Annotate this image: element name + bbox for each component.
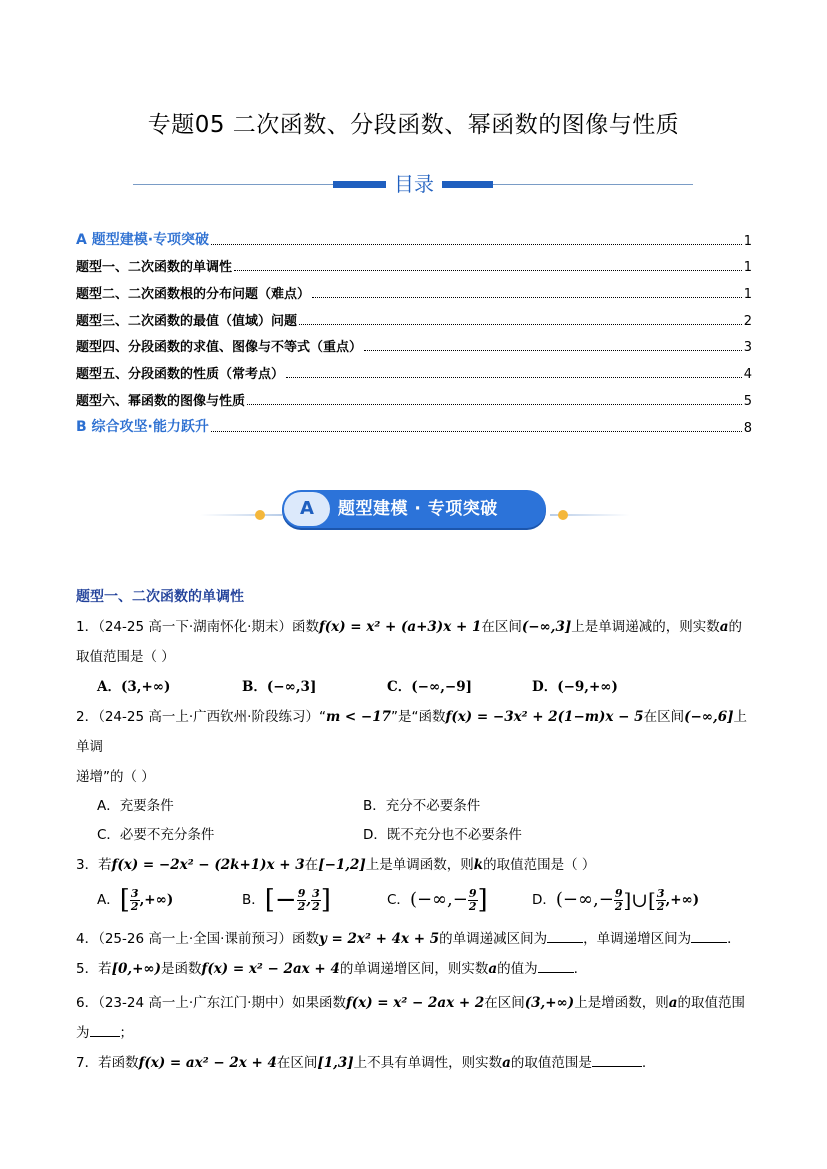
q3-d-num: 9 [614, 886, 623, 900]
q3-option-a[interactable] [97, 885, 242, 915]
toc-page: 1 [743, 260, 752, 276]
q3-d-close: ]∪[ [623, 888, 656, 912]
toc-page: 1 [743, 287, 752, 303]
q3-a-fraction [130, 888, 140, 913]
q3-prefix: 3．若 [76, 857, 112, 873]
q6-line2 [76, 1018, 756, 1048]
q1-option-a[interactable]: A．(3,+∞) [97, 679, 171, 695]
q3-a-open: [ [119, 885, 130, 915]
q5-var: a [488, 961, 498, 977]
q2-options-row1 [76, 792, 756, 821]
q2-mid: ”是“函数 [391, 709, 446, 725]
q7-prefix: 7．若函数 [76, 1055, 139, 1071]
q3-b-open: [− [264, 885, 297, 915]
toc-entry[interactable] [76, 222, 752, 249]
question-2 [76, 702, 756, 762]
toc-leader [234, 270, 742, 271]
q4-mid2: ，单调递增区间为 [583, 931, 692, 947]
toc-entry-text: 题型三、二次函数的最值（值域）问题 [76, 313, 298, 329]
toc-entry[interactable] [76, 329, 752, 356]
q1-option-d[interactable]: D．(−9,+∞) [532, 679, 618, 695]
toc-leader [211, 431, 742, 432]
q7-mid: 在区间 [276, 1055, 318, 1071]
q2-interval: (−∞,6] [684, 709, 734, 725]
q3-d-num2: 3 [656, 886, 665, 900]
toc-leader [211, 244, 742, 245]
toc-bar-right [442, 181, 493, 188]
q1-suffix: 上是单调递减的，则实数 [571, 619, 720, 635]
q4-answer-blank-2[interactable] [691, 928, 727, 943]
q2-mid2: 在区间 [643, 709, 685, 725]
q7-var: a [502, 1055, 511, 1071]
q5-end: . [573, 961, 578, 977]
q6-var: a [668, 995, 678, 1011]
question-7 [76, 1048, 756, 1078]
q3-c-fraction [468, 888, 478, 913]
q6-suffix: 上是增函数，则 [574, 995, 669, 1011]
toc-entry[interactable] [76, 302, 752, 329]
banner-dot-left [255, 510, 265, 520]
q3-c-num: 9 [468, 886, 477, 900]
q2-options-row2 [76, 821, 756, 850]
q5-suffix: 的单调递增区间，则实数 [339, 961, 489, 977]
toc-page: 4 [743, 367, 752, 383]
q3-c-den: 2 [468, 899, 477, 913]
q3-a-den: 2 [130, 899, 139, 913]
q3-option-c[interactable] [387, 885, 532, 915]
q3-d-den: 2 [614, 899, 623, 913]
q3-d-rest: ,+∞) [665, 892, 700, 908]
question-4 [76, 924, 756, 954]
banner-pill [282, 490, 546, 528]
q3-b-label: B． [242, 892, 265, 908]
table-of-contents [76, 222, 752, 436]
q3-b-fraction2 [311, 888, 321, 913]
q5-interval: [0,+∞) [111, 961, 162, 977]
question-5 [76, 954, 756, 984]
q3-option-b[interactable] [242, 885, 387, 915]
question-6 [76, 988, 756, 1018]
toc-page: 5 [743, 393, 752, 409]
q4-formula: y = 2x² + 4x + 5 [318, 931, 440, 947]
q3-c-label: C． [387, 892, 410, 908]
q2-condition: m < −17 [325, 709, 392, 725]
q3-c-open: (−∞,− [409, 889, 468, 910]
q1-var: a [719, 619, 729, 635]
toc-label: 目录 [394, 172, 434, 196]
toc-entry-text: B 综合攻坚·能力跃升 [76, 418, 209, 435]
q3-formula: f(x) = −2x² − (2k+1)x + 3 [111, 857, 305, 873]
q3-d-label: D． [532, 892, 556, 908]
q6-prefix: 6．（23-24 高一上·广东江门·期中）如果函数 [76, 995, 346, 1011]
question-1 [76, 612, 756, 642]
question-body [76, 586, 756, 1078]
question-3 [76, 850, 756, 880]
q6-answer-blank[interactable] [90, 1022, 120, 1037]
toc-entry-text: 题型五、分段函数的性质（常考点） [76, 367, 285, 383]
q2-formula: f(x) = −3x² + 2(1−m)x − 5 [445, 709, 644, 725]
q3-d-fraction [614, 888, 624, 913]
q3-d-fraction2 [656, 888, 666, 913]
section-banner [200, 490, 630, 530]
q6-end: ； [119, 1025, 133, 1041]
toc-leader [299, 324, 742, 325]
section-heading: 题型一、二次函数的单调性 [76, 589, 244, 605]
toc-divider-left [133, 184, 333, 185]
q6-mid: 在区间 [484, 995, 525, 1011]
q1-interval: (−∞,3] [521, 619, 572, 635]
q6-line2-text: 为 [76, 1025, 90, 1041]
q2-option-a[interactable]: A．充要条件 [97, 798, 174, 814]
q3-b-close: ] [320, 885, 331, 915]
q5-mid: 是函数 [161, 961, 202, 977]
q3-options [76, 880, 756, 920]
q3-d-open: (−∞,− [555, 889, 614, 910]
q3-c-close: ] [477, 885, 488, 915]
q3-a-num: 3 [130, 886, 139, 900]
banner-line-left [200, 514, 282, 516]
q2-suffix: 上单调 [76, 709, 748, 755]
banner-dot-right [558, 510, 568, 520]
q3-option-d[interactable] [532, 885, 732, 915]
q3-b-mid: , [306, 892, 312, 908]
q3-a-label: A． [97, 892, 120, 908]
q3-b-num: 9 [297, 886, 306, 900]
toc-leader [247, 404, 742, 405]
banner-text: 题型建模 · 专项突破 [338, 499, 498, 519]
q6-formula: f(x) = x² − 2ax + 2 [345, 995, 485, 1011]
q2-option-b[interactable]: B．充分不必要条件 [363, 798, 481, 814]
toc-entry-text: 题型四、分段函数的求值、图像与不等式（重点） [76, 340, 363, 356]
q7-formula: f(x) = ax² − 2x + 4 [138, 1055, 277, 1071]
q3-b-fraction [297, 888, 307, 913]
q4-answer-blank-1[interactable] [547, 928, 583, 943]
toc-leader [286, 377, 742, 378]
q4-mid: 的单调递减区间为 [439, 931, 548, 947]
q5-suffix2: 的值为 [497, 961, 538, 977]
q2-prefix: 2．（24-25 高一上·广西钦州·阶段练习）“ [76, 709, 326, 725]
q3-b-den2: 2 [312, 899, 320, 913]
toc-entry[interactable] [76, 409, 752, 436]
q7-end: . [641, 1055, 647, 1071]
q1-mid: 在区间 [481, 619, 522, 635]
toc-entry-text: 题型一、二次函数的单调性 [76, 260, 233, 276]
q4-end: ． [727, 931, 741, 947]
q3-mid: 在 [304, 857, 319, 873]
page-title: 专题05 二次函数、分段函数、幂函数的图像与性质 [147, 112, 680, 138]
q1-option-b[interactable]: B．(−∞,3] [242, 679, 317, 695]
q3-d-den2: 2 [656, 899, 665, 913]
q7-suffix2: 的取值范围是 [510, 1055, 592, 1071]
q1-prefix: 1．（24-25 高一下·湖南怀化·期末）函数 [76, 619, 319, 635]
q3-b-num2: 3 [312, 886, 320, 900]
q2-option-c[interactable]: C．必要不充分条件 [97, 827, 215, 843]
q2-option-d[interactable]: D．既不充分也不必要条件 [363, 827, 522, 843]
toc-page: 1 [743, 233, 752, 249]
q3-a-rest: ,+∞) [139, 892, 174, 908]
q5-formula: f(x) = x² − 2ax + 4 [201, 961, 340, 977]
q5-prefix: 5．若 [76, 961, 112, 977]
toc-entry-text: A 题型建模·专项突破 [76, 231, 210, 248]
toc-entry[interactable] [76, 355, 752, 382]
q5-answer-blank[interactable] [538, 958, 574, 973]
toc-page: 2 [743, 313, 752, 329]
toc-entry-text: 题型二、二次函数根的分布问题（难点） [76, 287, 311, 303]
toc-leader [312, 297, 742, 298]
q3-interval: [−1,2] [318, 857, 366, 873]
q3-suffix: 上是单调函数，则 [365, 857, 474, 873]
q1-option-c[interactable]: C．(−∞,−9] [387, 679, 472, 695]
q6-suffix2: 的取值范围 [677, 995, 745, 1011]
q1-line2: 取值范围是（ ） [76, 649, 175, 665]
q6-interval: (3,+∞) [524, 995, 575, 1011]
q1-suffix2: 的 [728, 619, 743, 635]
q3-suffix2: 的取值范围是（ ） [483, 857, 596, 873]
toc-bar-left [333, 181, 386, 188]
toc-leader [364, 350, 742, 351]
q3-b-den: 2 [297, 899, 306, 913]
q1-formula: f(x) = x² + (a+3)x + 1 [318, 619, 482, 635]
toc-page: 3 [743, 340, 752, 356]
q7-answer-blank[interactable] [592, 1052, 642, 1067]
toc-page: 8 [743, 420, 752, 436]
toc-entry-text: 题型六、幂函数的图像与性质 [76, 393, 246, 409]
q7-interval: [1,3] [317, 1055, 354, 1071]
q1-options [76, 672, 756, 702]
q3-var: k [473, 857, 484, 873]
q7-suffix: 上不具有单调性，则实数 [353, 1055, 503, 1071]
toc-entry[interactable] [76, 382, 752, 409]
toc-entry[interactable] [76, 275, 752, 302]
toc-entry[interactable] [76, 249, 752, 276]
q2-line2: 递增”的（ ） [76, 769, 155, 785]
banner-badge: A [284, 492, 330, 526]
toc-header [133, 168, 693, 198]
q4-prefix: 4．（25-26 高一上·全国·课前预习）函数 [76, 931, 319, 947]
toc-divider-right [493, 184, 693, 185]
